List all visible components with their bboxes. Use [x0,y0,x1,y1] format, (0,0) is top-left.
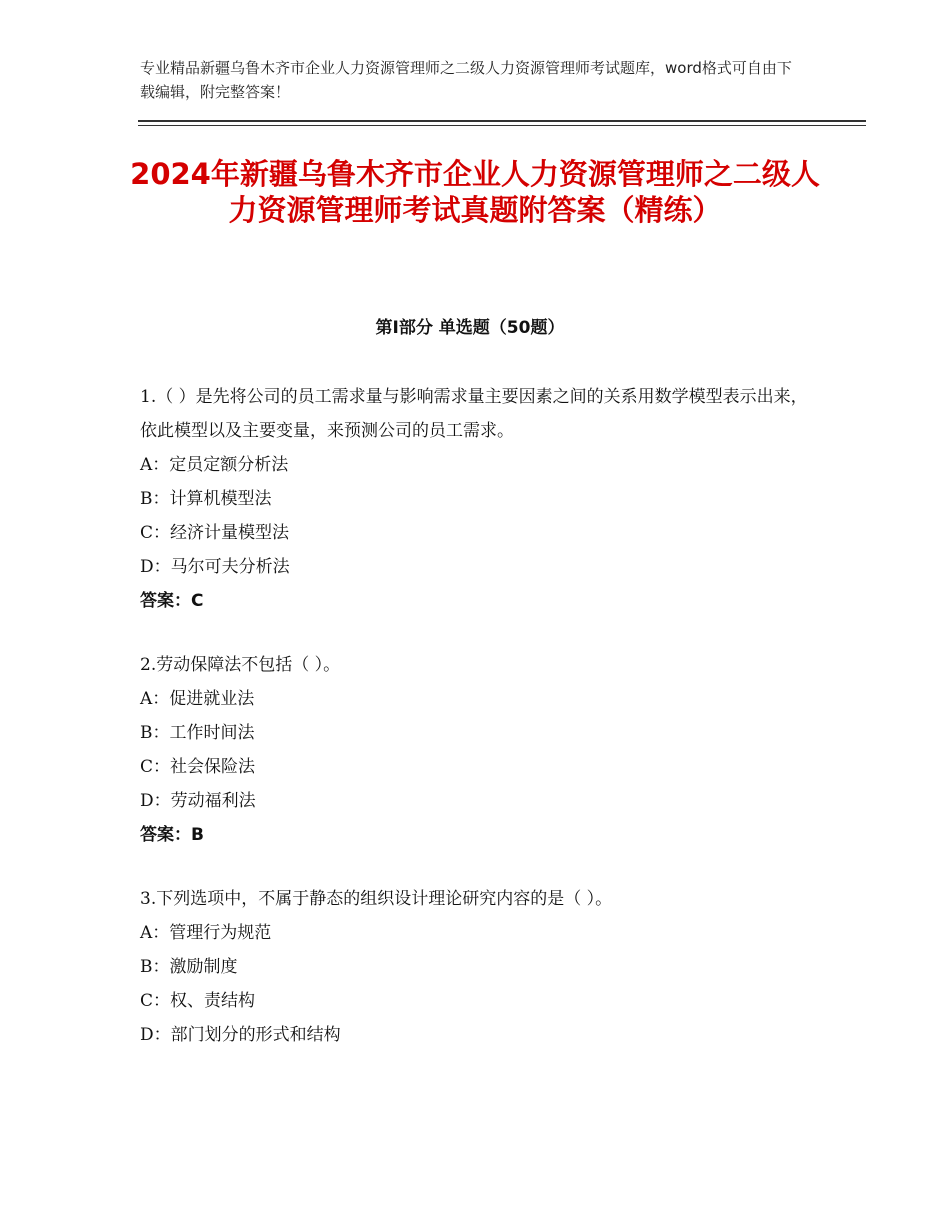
option-c: C：社会保险法 [140,757,256,777]
option-a: A：定员定额分析法 [140,455,289,475]
question-3 [140,882,810,1052]
document-title: 2024年新疆乌鲁木齐市企业人力资源管理师之二级人力资源管理师考试真题附答案（精练） [130,157,820,227]
option-a: A：促进就业法 [140,689,255,709]
header-note: 专业精品新疆乌鲁木齐市企业人力资源管理师之二级人力资源管理师考试题库，word格式可自由下载编辑，附完整答案！ [140,59,792,101]
question-1 [140,380,810,618]
answer: 答案：B [140,825,204,845]
header-divider-thin [138,125,866,126]
question-stem: 2.劳动保障法不包括（ ）。 [140,655,341,675]
option-d: D：马尔可夫分析法 [140,557,290,577]
question-2 [140,648,810,852]
option-b: B：计算机模型法 [140,489,272,509]
question-stem: 1.（ ）是先将公司的员工需求量与影响需求量主要因素之间的关系用数学模型表示出来，依此模型以及主要变量，来预测公司的员工需求。 [140,387,808,441]
option-b: B：工作时间法 [140,723,255,743]
option-c: C：经济计量模型法 [140,523,290,543]
header-divider-thick [138,120,866,122]
option-b: B：激励制度 [140,957,238,977]
question-stem: 3.下列选项中，不属于静态的组织设计理论研究内容的是（ ）。 [140,889,613,909]
option-c: C：权、责结构 [140,991,256,1011]
answer: 答案：C [140,591,204,611]
question-list [140,380,810,1082]
section-title: 第Ⅰ部分 单选题（50题） [375,318,565,338]
option-d: D：部门划分的形式和结构 [140,1025,341,1045]
option-a: A：管理行为规范 [140,923,272,943]
option-d: D：劳动福利法 [140,791,256,811]
